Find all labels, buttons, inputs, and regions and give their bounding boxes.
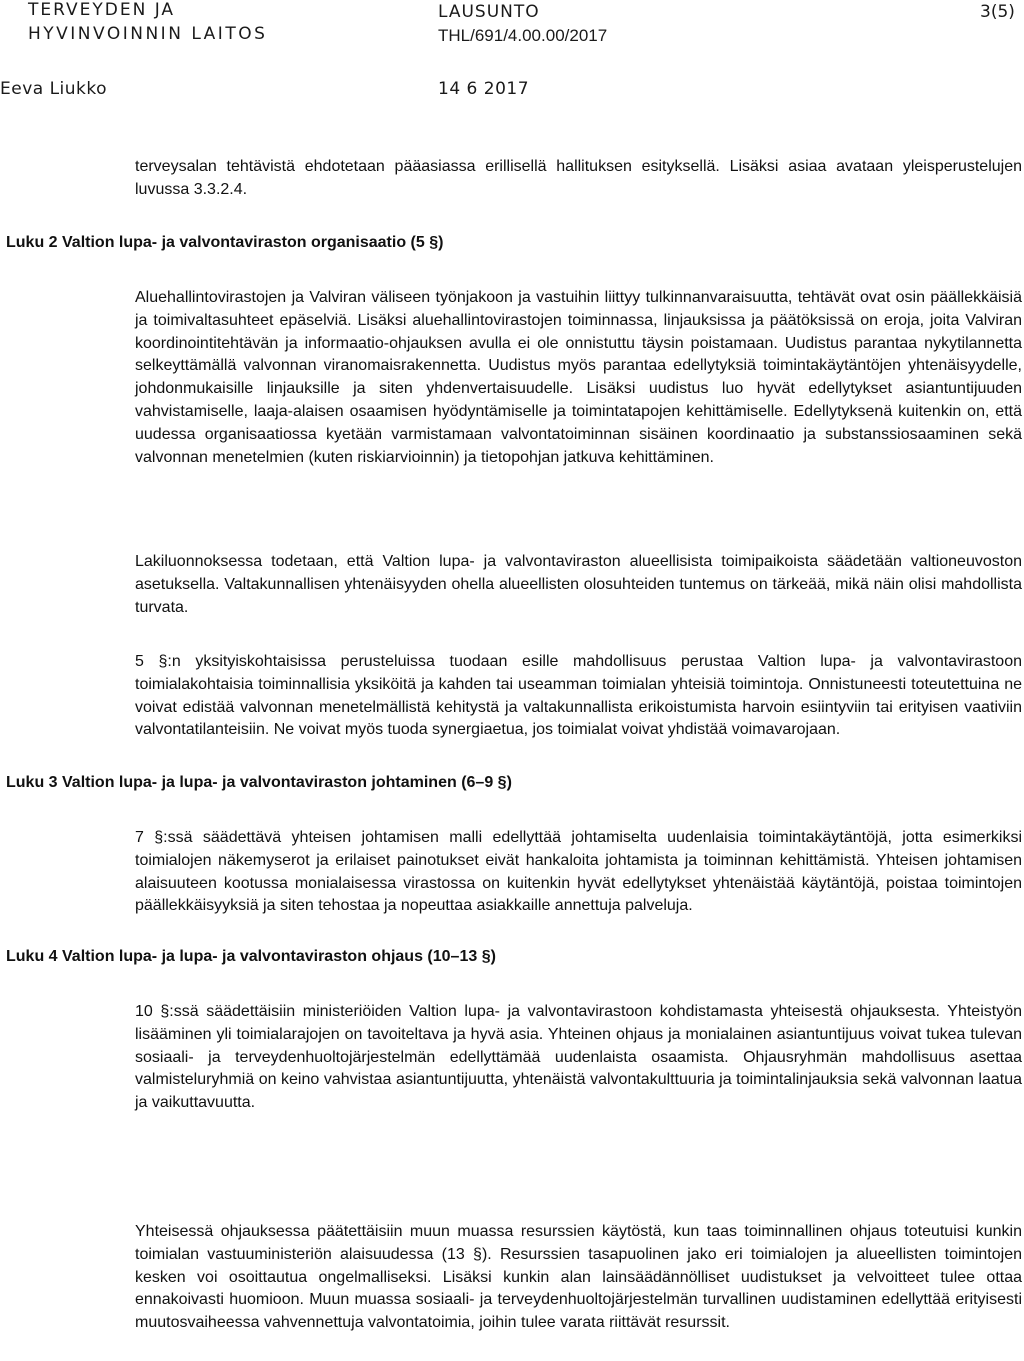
page-number: 3(5) <box>980 2 1015 22</box>
paragraph-luku2-1: Aluehallintovirastojen ja Valviran väliseen työnjakoon ja vastuihin liittyy tulkinnanvaraisuutta, tehtävät ovat osin päällekkäisiä ja toimivaltasuhteet epäselviä. Lisäksi aluehallintovirastojen toiminnassa, linjauksissa ja päätöksissä on eroja, joita Valviran koordinointitehtävän ja informaatio-ohjauksen avulla ei ole onnistuttu täysin poistamaan. Uudistus parantaa nykytilannetta selkeyttämällä valvonnan viranomaisrakennetta. Uudistus myös parantaa edellytyksiä toimintakäytäntöjen yhtenäisyydelle, johdonmukaisille linjauksille ja siten yhdenvertaisuudelle. Lisäksi uudistus luo hyvät edellytykset asiantuntijuuden vahvistamiselle, laaja-alaisen osaamisen hyödyntämiselle ja toimintatapojen kehittämiselle. Edellytyksenä kuitenkin on, että uudessa organisaatiossa kyetään varmistamaan valvontatoiminnan sisäinen koordinaatio ja substanssiosaaminen sekä valvonnan menetelmien (kuten riskiarvioinnin) ja tietopohjan jatkuva kehittäminen. <box>135 289 1022 466</box>
document-number: THL/691/4.00.00/2017 <box>438 26 608 45</box>
section-heading-luku4: Luku 4 Valtion lupa- ja lupa- ja valvontaviraston ohjaus (10–13 §) <box>6 948 496 965</box>
paragraph-luku4-2: Yhteisessä ohjauksessa päätettäisiin muun muassa resurssien käytöstä, kun taas toiminnallinen ohjaus toteutuisi kunkin toimialan vastuuministeriön alaisuudessa (13 §). Resurssien tasapuolinen jako eri toimialojen ja alueellisten toimintojen kesken voi osoittautua ongelmalliseksi. Lisäksi kunkin alan lainsäädännölliset uudistukset ja velvoitteet tulee ottaa ennakoivasti huomioon. Muun muassa sosiaali- ja terveydenhuoltojärjestelmän turvallinen uudistaminen edellyttää erityisesti muutosvaiheessa vahvennettuja valvontatoimia, joihin tulee varata riittävät resurssit. <box>135 1223 1022 1332</box>
paragraph-luku2-3: 5 §:n yksityiskohtaisissa perusteluissa tuodaan esille mahdollisuus perustaa Valtion lupa- ja valvontavirastoon toimialakohtaisia toiminnallisia yksiköitä ja kahden tai useamman toimialan yhteisiä toimintoja. Onnistuneesti toteutettuina ne voivat edistää valvonnan menetelmällistä kehitystä ja valtakunnallista erikoistumista harvoin esiintyviin tai erityisen vaativiin valvontatilanteisiin. Ne voivat myös tuoda synergiaetua, jos toimialat voivat yhdistää voimavarojaan. <box>135 653 1022 739</box>
organization-name-line1: TERVEYDEN JA <box>28 0 176 20</box>
paragraph-luku3-1: 7 §:ssä säädettävä yhteisen johtamisen malli edellyttää johtamiselta uudenlaisia toimintakäytäntöjä, jotta esimerkiksi toimialojen näkemyserot ja erilaiset painotukset eivät hankaloita johtamista ja toiminnan kehittämistä. Yhteisen johtamisen alaisuuteen kootussa monialaisessa virastossa on kuitenkin hyvät edellytykset yhtenäistää käytäntöjä, poistaa toimintojen päällekkäisyyksiä ja siten tehostaa ja nopeuttaa asiakkaille annettuja palveluja. <box>135 829 1022 915</box>
paragraph-luku2-2: Lakiluonnoksessa todetaan, että Valtion lupa- ja valvontaviraston alueellisista toimipaikoista säädetään valtioneuvoston asetuksella. Valtakunnallisen yhtenäisyyden ohella alueellisten olosuhteiden tuntemus on tärkeää, mikä näin olisi mahdollista turvata. <box>135 553 1022 616</box>
document-type: LAUSUNTO <box>438 2 540 22</box>
paragraph-intro: terveysalan tehtävistä ehdotetaan pääasiassa erillisellä hallituksen esityksellä. Lisäksi asiaa avataan yleisperustelujen luvussa 3.3.2.4. <box>135 158 1022 198</box>
section-heading-luku3: Luku 3 Valtion lupa- ja lupa- ja valvontaviraston johtaminen (6–9 §) <box>6 774 512 791</box>
document-date: 14 6 2017 <box>438 79 530 99</box>
organization-name-line2: HYVINVOINNIN LAITOS <box>28 24 268 44</box>
author-name: Eeva Liukko <box>0 79 108 99</box>
paragraph-luku4-1: 10 §:ssä säädettäisiin ministeriöiden Valtion lupa- ja valvontavirastoon kohdistamasta yhteisestä ohjauksesta. Yhteistyön lisääminen yli toimialarajojen on tavoiteltava ja hyvä asia. Yhteinen ohjaus ja monialainen asiantuntijuus voivat tukea tulevan sosiaali- ja terveydenhuoltojärjestelmän edellyttämää uudenlaista osaamista. Ohjausryhmän mahdollisuus asettaa valmisteluryhmiä on keino vahvistaa asiantuntijuutta, yhtenäistä valvontakulttuuria ja toimintalinjauksia sekä valvonnan laatua ja vaikuttavuutta. <box>135 1003 1022 1112</box>
section-heading-luku2: Luku 2 Valtion lupa- ja valvontaviraston organisaatio (5 §) <box>6 234 444 251</box>
